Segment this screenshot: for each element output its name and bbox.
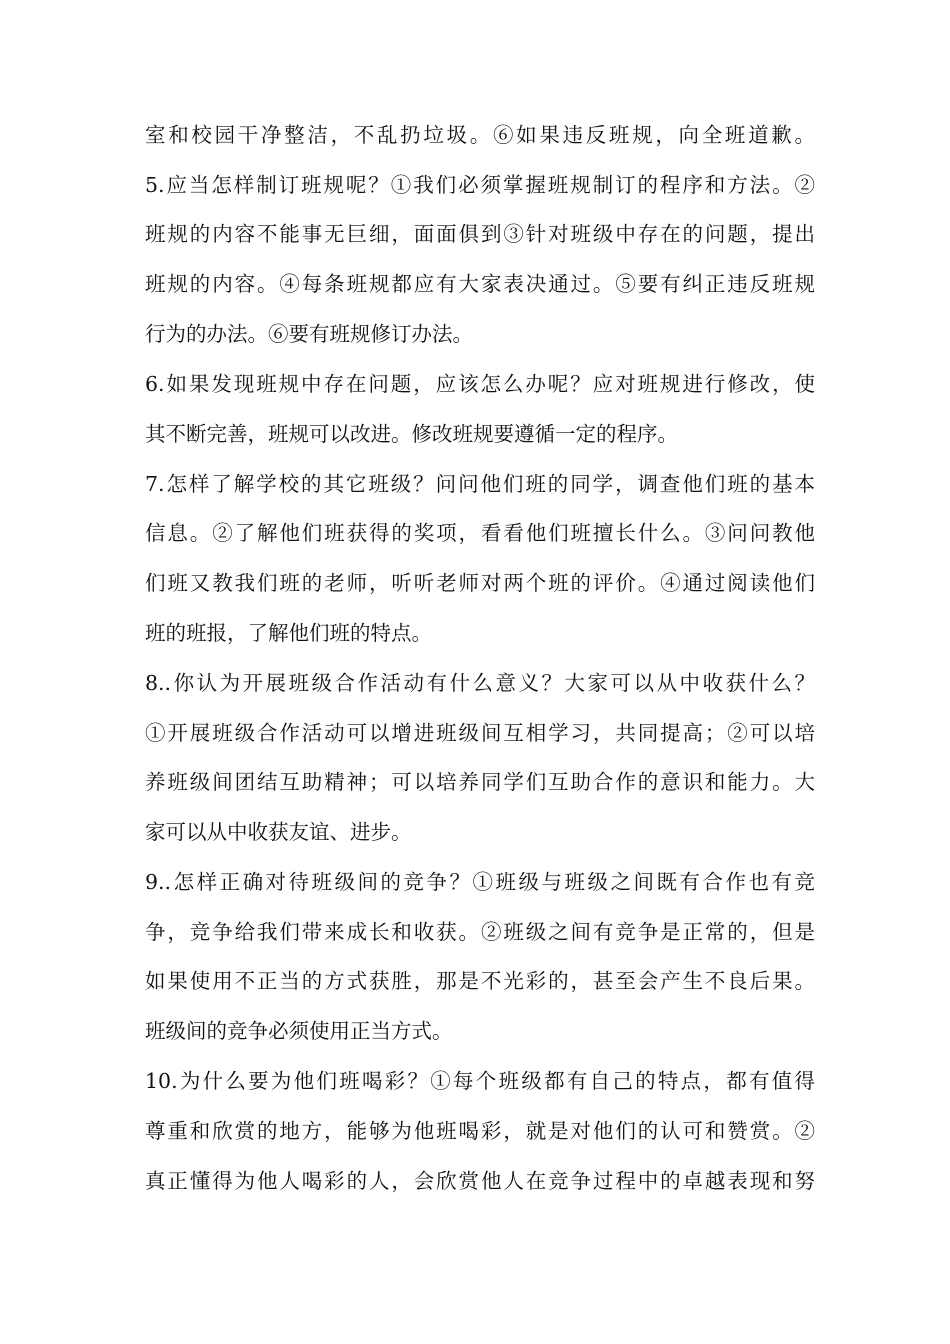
text-line: 10.为什么要为他们班喝彩？①每个班级都有自己的特点，都有值得 [145, 1069, 815, 1093]
text-line: 如果使用不正当的方式获胜，那是不光彩的，甚至会产生不良后果。 [145, 969, 815, 993]
text-line: 8..你认为开展班级合作活动有什么意义？大家可以从中收获什么？ [145, 671, 815, 695]
text-line: 真正懂得为他人喝彩的人，会欣赏他人在竞争过程中的卓越表现和努 [145, 1169, 815, 1193]
text-line: 9..怎样正确对待班级间的竞争？①班级与班级之间既有合作也有竞 [145, 870, 815, 894]
text-line: 6.如果发现班规中存在问题，应该怎么办呢？应对班规进行修改，使 [145, 372, 815, 396]
text-line: 行为的办法。⑥要有班规修订办法。 [145, 322, 473, 346]
text-line: 信息。②了解他们班获得的奖项，看看他们班擅长什么。③问问教他 [145, 521, 815, 545]
text-line: 其不断完善，班规可以改进。修改班规要遵循一定的程序。 [145, 422, 678, 446]
text-line: 班的班报，了解他们班的特点。 [145, 621, 432, 645]
text-line: 尊重和欣赏的地方，能够为他班喝彩，就是对他们的认可和赞赏。② [145, 1119, 815, 1143]
text-line: 们班又教我们班的老师，听听老师对两个班的评价。④通过阅读他们 [145, 571, 815, 595]
text-line: 5.应当怎样制订班规呢？①我们必须掌握班规制订的程序和方法。② [145, 173, 815, 197]
text-line: 班规的内容。④每条班规都应有大家表决通过。⑤要有纠正违反班规 [145, 272, 815, 296]
text-line: 争，竞争给我们带来成长和收获。②班级之间有竞争是正常的，但是 [145, 920, 815, 944]
text-line: 家可以从中收获友谊、进步。 [145, 820, 412, 844]
text-line: 7.怎样了解学校的其它班级？问问他们班的同学，调查他们班的基本 [145, 472, 815, 496]
text-line: 室和校园干净整洁，不乱扔垃圾。⑥如果违反班规，向全班道歉。 [145, 123, 815, 147]
text-line: 养班级间团结互助精神；可以培养同学们互助合作的意识和能力。大 [145, 770, 815, 794]
text-line: 班级间的竞争必须使用正当方式。 [145, 1019, 453, 1043]
text-line: ①开展班级合作活动可以增进班级间互相学习，共同提高；②可以培 [145, 721, 815, 745]
text-line: 班规的内容不能事无巨细，面面俱到③针对班级中存在的问题，提出 [145, 222, 815, 246]
